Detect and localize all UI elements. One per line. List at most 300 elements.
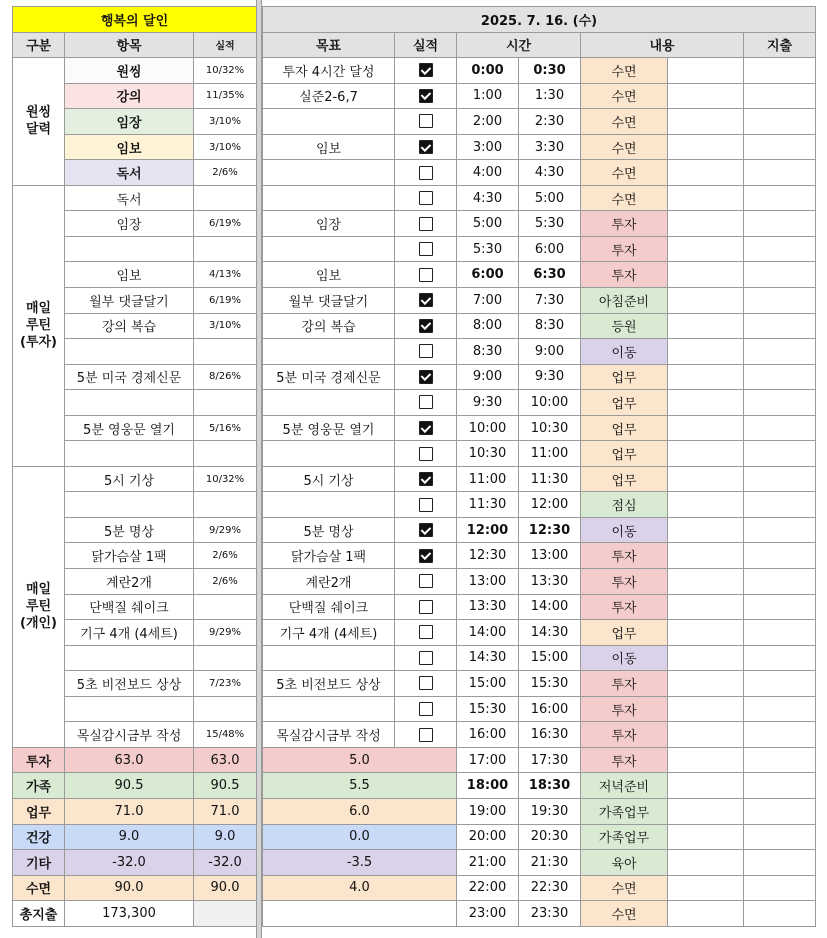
tracker-row bbox=[13, 466, 257, 492]
content-cell[interactable]: 업무 bbox=[581, 620, 668, 646]
ratio-cell[interactable]: 2/6% bbox=[194, 569, 257, 595]
content-cell[interactable]: 업무 bbox=[581, 466, 668, 492]
right-schedule-table bbox=[262, 6, 816, 927]
expense-cell[interactable] bbox=[744, 517, 816, 543]
ratio-cell[interactable] bbox=[194, 236, 257, 262]
content-cell[interactable]: 투자 bbox=[581, 696, 668, 722]
tracker-row bbox=[13, 185, 257, 211]
content-extra[interactable] bbox=[668, 824, 744, 850]
content-extra[interactable] bbox=[668, 236, 744, 262]
header-item: 항목 bbox=[65, 32, 194, 58]
summary-value: 9.0 bbox=[65, 824, 194, 850]
schedule-row bbox=[263, 211, 816, 237]
schedule-row bbox=[263, 262, 816, 288]
checkbox-unchecked[interactable] bbox=[419, 191, 433, 205]
item-cell[interactable]: 5분 영웅문 열기 bbox=[65, 415, 194, 441]
content-cell[interactable]: 업무 bbox=[581, 364, 668, 390]
end-time: 15:30 bbox=[519, 671, 581, 697]
group-label: 매일 루틴 (개인) bbox=[13, 466, 65, 747]
expense-cell[interactable] bbox=[744, 390, 816, 416]
end-time: 23:30 bbox=[519, 901, 581, 927]
expense-cell[interactable] bbox=[744, 569, 816, 595]
end-time: 5:30 bbox=[519, 211, 581, 237]
checkbox-checked[interactable] bbox=[419, 523, 433, 537]
expense-cell[interactable] bbox=[744, 415, 816, 441]
schedule-row bbox=[263, 134, 816, 160]
content-extra[interactable] bbox=[668, 58, 744, 84]
summary-value-2: 9.0 bbox=[194, 824, 257, 850]
content-extra[interactable] bbox=[668, 722, 744, 748]
item-cell[interactable]: 목실감시금부 작성 bbox=[65, 722, 194, 748]
ratio-cell[interactable] bbox=[194, 390, 257, 416]
goal-cell[interactable]: 5초 비전보드 상상 bbox=[263, 671, 395, 697]
ratio-cell[interactable] bbox=[194, 185, 257, 211]
header-check: 실적 bbox=[395, 32, 457, 58]
content-extra[interactable] bbox=[668, 160, 744, 186]
check-cell[interactable] bbox=[395, 492, 457, 518]
content-extra[interactable] bbox=[668, 466, 744, 492]
expense-cell[interactable] bbox=[744, 236, 816, 262]
goal-cell[interactable]: 5분 명상 bbox=[263, 517, 395, 543]
content-cell[interactable]: 등원 bbox=[581, 313, 668, 339]
summary-value-2: -32.0 bbox=[194, 850, 257, 876]
checkbox-checked[interactable] bbox=[419, 370, 433, 384]
expense-cell[interactable] bbox=[744, 83, 816, 109]
summary-row bbox=[13, 875, 257, 901]
content-extra[interactable] bbox=[668, 747, 744, 773]
summary-label: 수면 bbox=[13, 875, 65, 901]
item-cell[interactable]: 강의 복습 bbox=[65, 313, 194, 339]
start-time: 16:00 bbox=[457, 722, 519, 748]
ratio-cell[interactable]: 2/6% bbox=[194, 543, 257, 569]
start-time: 1:00 bbox=[457, 83, 519, 109]
check-cell[interactable] bbox=[395, 441, 457, 467]
start-time: 8:30 bbox=[457, 339, 519, 365]
item-cell[interactable] bbox=[65, 492, 194, 518]
expense-cell[interactable] bbox=[744, 185, 816, 211]
content-cell[interactable]: 아침준비 bbox=[581, 288, 668, 314]
checkbox-unchecked[interactable] bbox=[419, 166, 433, 180]
check-cell[interactable] bbox=[395, 569, 457, 595]
content-cell[interactable]: 투자 bbox=[581, 262, 668, 288]
check-cell[interactable] bbox=[395, 390, 457, 416]
ratio-cell[interactable]: 7/23% bbox=[194, 671, 257, 697]
ratio-cell[interactable]: 10/32% bbox=[194, 58, 257, 84]
end-time: 12:30 bbox=[519, 517, 581, 543]
ratio-cell[interactable]: 11/35% bbox=[194, 83, 257, 109]
content-cell[interactable]: 수면 bbox=[581, 901, 668, 927]
expense-cell[interactable] bbox=[744, 109, 816, 135]
item-cell[interactable]: 임장 bbox=[65, 109, 194, 135]
expense-cell[interactable] bbox=[744, 875, 816, 901]
content-extra[interactable] bbox=[668, 441, 744, 467]
ratio-cell[interactable]: 8/26% bbox=[194, 364, 257, 390]
ratio-cell[interactable]: 3/10% bbox=[194, 109, 257, 135]
ratio-cell[interactable]: 3/10% bbox=[194, 134, 257, 160]
goal-cell[interactable]: 투자 4시간 달성 bbox=[263, 58, 395, 84]
checkbox-checked[interactable] bbox=[419, 421, 433, 435]
expense-cell[interactable] bbox=[744, 850, 816, 876]
start-time: 12:00 bbox=[457, 517, 519, 543]
goal-cell[interactable]: 기구 4개 (4세트) bbox=[263, 620, 395, 646]
content-extra[interactable] bbox=[668, 415, 744, 441]
check-cell[interactable] bbox=[395, 262, 457, 288]
expense-cell[interactable] bbox=[744, 339, 816, 365]
content-extra[interactable] bbox=[668, 569, 744, 595]
expense-cell[interactable] bbox=[744, 288, 816, 314]
ratio-cell[interactable] bbox=[194, 696, 257, 722]
checkbox-unchecked[interactable] bbox=[419, 728, 433, 742]
expense-cell[interactable] bbox=[744, 441, 816, 467]
checkbox-unchecked[interactable] bbox=[419, 625, 433, 639]
summary-row bbox=[13, 824, 257, 850]
goal-cell[interactable]: 계란2개 bbox=[263, 569, 395, 595]
checkbox-unchecked[interactable] bbox=[419, 447, 433, 461]
schedule-row bbox=[263, 492, 816, 518]
checkbox-unchecked[interactable] bbox=[419, 217, 433, 231]
content-cell[interactable]: 수면 bbox=[581, 160, 668, 186]
goal-cell[interactable] bbox=[263, 339, 395, 365]
summary-value: 90.0 bbox=[65, 875, 194, 901]
content-cell[interactable]: 수면 bbox=[581, 134, 668, 160]
content-extra[interactable] bbox=[668, 696, 744, 722]
check-cell[interactable] bbox=[395, 211, 457, 237]
content-extra[interactable] bbox=[668, 543, 744, 569]
check-cell[interactable] bbox=[395, 696, 457, 722]
ratio-cell[interactable]: 6/19% bbox=[194, 211, 257, 237]
end-time: 14:00 bbox=[519, 594, 581, 620]
item-cell[interactable]: 기구 4개 (4세트) bbox=[65, 620, 194, 646]
check-cell[interactable] bbox=[395, 58, 457, 84]
end-time: 1:30 bbox=[519, 83, 581, 109]
checkbox-checked[interactable] bbox=[419, 293, 433, 307]
summary-value-2: 63.0 bbox=[194, 747, 257, 773]
item-cell[interactable]: 임장 bbox=[65, 211, 194, 237]
expense-cell[interactable] bbox=[744, 134, 816, 160]
item-cell[interactable]: 강의 bbox=[65, 83, 194, 109]
goal-cell[interactable]: 단백질 쉐이크 bbox=[263, 594, 395, 620]
content-extra[interactable] bbox=[668, 313, 744, 339]
checkbox-unchecked[interactable] bbox=[419, 600, 433, 614]
total-empty bbox=[194, 901, 257, 927]
ratio-cell[interactable] bbox=[194, 645, 257, 671]
checkbox-unchecked[interactable] bbox=[419, 242, 433, 256]
goal-cell[interactable] bbox=[263, 696, 395, 722]
content-cell[interactable]: 수면 bbox=[581, 58, 668, 84]
start-time: 9:30 bbox=[457, 390, 519, 416]
start-time: 4:30 bbox=[457, 185, 519, 211]
content-extra[interactable] bbox=[668, 850, 744, 876]
content-cell[interactable]: 업무 bbox=[581, 390, 668, 416]
summary-value-2: 90.0 bbox=[194, 875, 257, 901]
check-cell[interactable] bbox=[395, 109, 457, 135]
ratio-cell[interactable]: 9/29% bbox=[194, 517, 257, 543]
content-cell[interactable]: 육아 bbox=[581, 850, 668, 876]
content-cell[interactable]: 이동 bbox=[581, 339, 668, 365]
ratio-cell[interactable]: 5/16% bbox=[194, 415, 257, 441]
expense-cell[interactable] bbox=[744, 696, 816, 722]
summary-score: 5.0 bbox=[263, 747, 457, 773]
start-time: 17:00 bbox=[457, 747, 519, 773]
expense-cell[interactable] bbox=[744, 262, 816, 288]
expense-cell[interactable] bbox=[744, 747, 816, 773]
content-extra[interactable] bbox=[668, 339, 744, 365]
goal-cell[interactable] bbox=[263, 645, 395, 671]
goal-cell[interactable] bbox=[263, 185, 395, 211]
goal-cell[interactable]: 5분 미국 경제신문 bbox=[263, 364, 395, 390]
content-cell[interactable]: 수면 bbox=[581, 83, 668, 109]
content-extra[interactable] bbox=[668, 594, 744, 620]
content-cell[interactable]: 투자 bbox=[581, 543, 668, 569]
goal-cell[interactable] bbox=[263, 441, 395, 467]
check-cell[interactable] bbox=[395, 620, 457, 646]
content-cell[interactable]: 투자 bbox=[581, 211, 668, 237]
expense-cell[interactable] bbox=[744, 824, 816, 850]
content-extra[interactable] bbox=[668, 492, 744, 518]
expense-cell[interactable] bbox=[744, 313, 816, 339]
checkbox-unchecked[interactable] bbox=[419, 498, 433, 512]
schedule-row bbox=[263, 645, 816, 671]
checkbox-checked[interactable] bbox=[419, 140, 433, 154]
start-time: 19:00 bbox=[457, 798, 519, 824]
content-extra[interactable] bbox=[668, 773, 744, 799]
expense-cell[interactable] bbox=[744, 594, 816, 620]
summary-value: 90.5 bbox=[65, 773, 194, 799]
expense-cell[interactable] bbox=[744, 466, 816, 492]
item-cell[interactable]: 계란2개 bbox=[65, 569, 194, 595]
expense-cell[interactable] bbox=[744, 211, 816, 237]
ratio-cell[interactable]: 2/6% bbox=[194, 160, 257, 186]
item-cell[interactable]: 독서 bbox=[65, 160, 194, 186]
ratio-cell[interactable] bbox=[194, 492, 257, 518]
ratio-cell[interactable]: 4/13% bbox=[194, 262, 257, 288]
ratio-cell[interactable]: 9/29% bbox=[194, 620, 257, 646]
item-cell[interactable]: 임보 bbox=[65, 134, 194, 160]
content-cell[interactable]: 수면 bbox=[581, 109, 668, 135]
content-extra[interactable] bbox=[668, 620, 744, 646]
expense-cell[interactable] bbox=[744, 160, 816, 186]
expense-cell[interactable] bbox=[744, 645, 816, 671]
expense-cell[interactable] bbox=[744, 620, 816, 646]
item-cell[interactable]: 원씽 bbox=[65, 58, 194, 84]
checkbox-unchecked[interactable] bbox=[419, 268, 433, 282]
ratio-cell[interactable]: 10/32% bbox=[194, 466, 257, 492]
start-time: 4:00 bbox=[457, 160, 519, 186]
checkbox-checked[interactable] bbox=[419, 319, 433, 333]
expense-cell[interactable] bbox=[744, 543, 816, 569]
expense-cell[interactable] bbox=[744, 722, 816, 748]
checkbox-unchecked[interactable] bbox=[419, 395, 433, 409]
expense-cell[interactable] bbox=[744, 58, 816, 84]
expense-cell[interactable] bbox=[744, 671, 816, 697]
start-time: 5:30 bbox=[457, 236, 519, 262]
header-expense: 지출 bbox=[744, 32, 816, 58]
content-cell[interactable]: 업무 bbox=[581, 415, 668, 441]
check-cell[interactable] bbox=[395, 722, 457, 748]
summary-label: 업무 bbox=[13, 798, 65, 824]
item-cell[interactable] bbox=[65, 390, 194, 416]
end-time: 21:30 bbox=[519, 850, 581, 876]
item-cell[interactable]: 독서 bbox=[65, 185, 194, 211]
goal-cell[interactable]: 월부 댓글달기 bbox=[263, 288, 395, 314]
goal-cell[interactable]: 목실감시금부 작성 bbox=[263, 722, 395, 748]
summary-score: -3.5 bbox=[263, 850, 457, 876]
check-cell[interactable] bbox=[395, 313, 457, 339]
expense-cell[interactable] bbox=[744, 773, 816, 799]
check-cell[interactable] bbox=[395, 288, 457, 314]
end-time: 12:00 bbox=[519, 492, 581, 518]
content-extra[interactable] bbox=[668, 83, 744, 109]
content-extra[interactable] bbox=[668, 671, 744, 697]
schedule-row bbox=[263, 160, 816, 186]
item-cell[interactable] bbox=[65, 339, 194, 365]
item-cell[interactable]: 5초 비전보드 상상 bbox=[65, 671, 194, 697]
content-extra[interactable] bbox=[668, 262, 744, 288]
check-cell[interactable] bbox=[395, 83, 457, 109]
item-cell[interactable] bbox=[65, 441, 194, 467]
check-cell[interactable] bbox=[395, 339, 457, 365]
check-cell[interactable] bbox=[395, 594, 457, 620]
content-cell[interactable]: 투자 bbox=[581, 747, 668, 773]
end-time: 6:30 bbox=[519, 262, 581, 288]
content-cell[interactable]: 가족업무 bbox=[581, 824, 668, 850]
item-cell[interactable] bbox=[65, 696, 194, 722]
goal-cell[interactable] bbox=[263, 492, 395, 518]
item-cell[interactable]: 5분 미국 경제신문 bbox=[65, 364, 194, 390]
schedule-row bbox=[263, 901, 816, 927]
content-cell[interactable]: 수면 bbox=[581, 185, 668, 211]
goal-cell[interactable]: 실준2-6,7 bbox=[263, 83, 395, 109]
content-extra[interactable] bbox=[668, 390, 744, 416]
check-cell[interactable] bbox=[395, 364, 457, 390]
goal-cell[interactable] bbox=[263, 390, 395, 416]
goal-cell[interactable]: 임보 bbox=[263, 262, 395, 288]
checkbox-unchecked[interactable] bbox=[419, 651, 433, 665]
ratio-cell[interactable]: 6/19% bbox=[194, 288, 257, 314]
ratio-cell[interactable]: 15/48% bbox=[194, 722, 257, 748]
content-cell[interactable]: 이동 bbox=[581, 517, 668, 543]
content-cell[interactable]: 수면 bbox=[581, 875, 668, 901]
start-time: 14:30 bbox=[457, 645, 519, 671]
goal-cell[interactable]: 닭가슴살 1팩 bbox=[263, 543, 395, 569]
end-time: 14:30 bbox=[519, 620, 581, 646]
goal-cell[interactable] bbox=[263, 160, 395, 186]
start-time: 18:00 bbox=[457, 773, 519, 799]
content-cell[interactable]: 업무 bbox=[581, 441, 668, 467]
start-time: 14:00 bbox=[457, 620, 519, 646]
summary-row bbox=[13, 747, 257, 773]
schedule-row bbox=[263, 543, 816, 569]
check-cell[interactable] bbox=[395, 134, 457, 160]
content-cell[interactable]: 점심 bbox=[581, 492, 668, 518]
item-cell[interactable]: 5분 명상 bbox=[65, 517, 194, 543]
check-cell[interactable] bbox=[395, 185, 457, 211]
content-cell[interactable]: 투자 bbox=[581, 671, 668, 697]
item-cell[interactable]: 5시 기상 bbox=[65, 466, 194, 492]
goal-cell[interactable] bbox=[263, 236, 395, 262]
summary-empty bbox=[263, 901, 457, 927]
item-cell[interactable] bbox=[65, 236, 194, 262]
checkbox-checked[interactable] bbox=[419, 472, 433, 486]
checkbox-unchecked[interactable] bbox=[419, 344, 433, 358]
checkbox-checked[interactable] bbox=[419, 549, 433, 563]
ratio-cell[interactable] bbox=[194, 594, 257, 620]
content-cell[interactable]: 이동 bbox=[581, 645, 668, 671]
content-cell[interactable]: 투자 bbox=[581, 594, 668, 620]
content-extra[interactable] bbox=[668, 211, 744, 237]
expense-cell[interactable] bbox=[744, 798, 816, 824]
check-cell[interactable] bbox=[395, 415, 457, 441]
content-extra[interactable] bbox=[668, 517, 744, 543]
checkbox-unchecked[interactable] bbox=[419, 114, 433, 128]
check-cell[interactable] bbox=[395, 160, 457, 186]
content-extra[interactable] bbox=[668, 185, 744, 211]
goal-cell[interactable]: 5시 기상 bbox=[263, 466, 395, 492]
check-cell[interactable] bbox=[395, 543, 457, 569]
ratio-cell[interactable] bbox=[194, 339, 257, 365]
content-extra[interactable] bbox=[668, 134, 744, 160]
expense-cell[interactable] bbox=[744, 492, 816, 518]
content-cell[interactable]: 투자 bbox=[581, 722, 668, 748]
checkbox-checked[interactable] bbox=[419, 89, 433, 103]
content-extra[interactable] bbox=[668, 288, 744, 314]
content-extra[interactable] bbox=[668, 109, 744, 135]
content-cell[interactable]: 투자 bbox=[581, 569, 668, 595]
start-time: 12:30 bbox=[457, 543, 519, 569]
expense-cell[interactable] bbox=[744, 364, 816, 390]
schedule-row bbox=[263, 594, 816, 620]
checkbox-checked[interactable] bbox=[419, 63, 433, 77]
item-cell[interactable]: 월부 댓글달기 bbox=[65, 288, 194, 314]
total-value: 173,300 bbox=[65, 901, 194, 927]
content-extra[interactable] bbox=[668, 875, 744, 901]
start-time: 13:00 bbox=[457, 569, 519, 595]
goal-cell[interactable]: 임장 bbox=[263, 211, 395, 237]
ratio-cell[interactable] bbox=[194, 441, 257, 467]
checkbox-unchecked[interactable] bbox=[419, 702, 433, 716]
item-cell[interactable]: 단백질 쉐이크 bbox=[65, 594, 194, 620]
check-cell[interactable] bbox=[395, 671, 457, 697]
check-cell[interactable] bbox=[395, 236, 457, 262]
content-cell[interactable]: 저녁준비 bbox=[581, 773, 668, 799]
summary-label: 투자 bbox=[13, 747, 65, 773]
content-extra[interactable] bbox=[668, 798, 744, 824]
expense-cell[interactable] bbox=[744, 901, 816, 927]
goal-cell[interactable]: 임보 bbox=[263, 134, 395, 160]
end-time: 20:30 bbox=[519, 824, 581, 850]
item-cell[interactable]: 임보 bbox=[65, 262, 194, 288]
goal-cell[interactable]: 5분 영웅문 열기 bbox=[263, 415, 395, 441]
ratio-cell[interactable]: 3/10% bbox=[194, 313, 257, 339]
check-cell[interactable] bbox=[395, 645, 457, 671]
checkbox-unchecked[interactable] bbox=[419, 676, 433, 690]
content-extra[interactable] bbox=[668, 364, 744, 390]
content-cell[interactable]: 투자 bbox=[581, 236, 668, 262]
goal-cell[interactable]: 강의 복습 bbox=[263, 313, 395, 339]
start-time: 15:00 bbox=[457, 671, 519, 697]
start-time: 20:00 bbox=[457, 824, 519, 850]
content-extra[interactable] bbox=[668, 901, 744, 927]
end-time: 9:30 bbox=[519, 364, 581, 390]
content-cell[interactable]: 가족업무 bbox=[581, 798, 668, 824]
check-cell[interactable] bbox=[395, 466, 457, 492]
checkbox-unchecked[interactable] bbox=[419, 574, 433, 588]
item-cell[interactable]: 닭가슴살 1팩 bbox=[65, 543, 194, 569]
item-cell[interactable] bbox=[65, 645, 194, 671]
check-cell[interactable] bbox=[395, 517, 457, 543]
content-extra[interactable] bbox=[668, 645, 744, 671]
goal-cell[interactable] bbox=[263, 109, 395, 135]
